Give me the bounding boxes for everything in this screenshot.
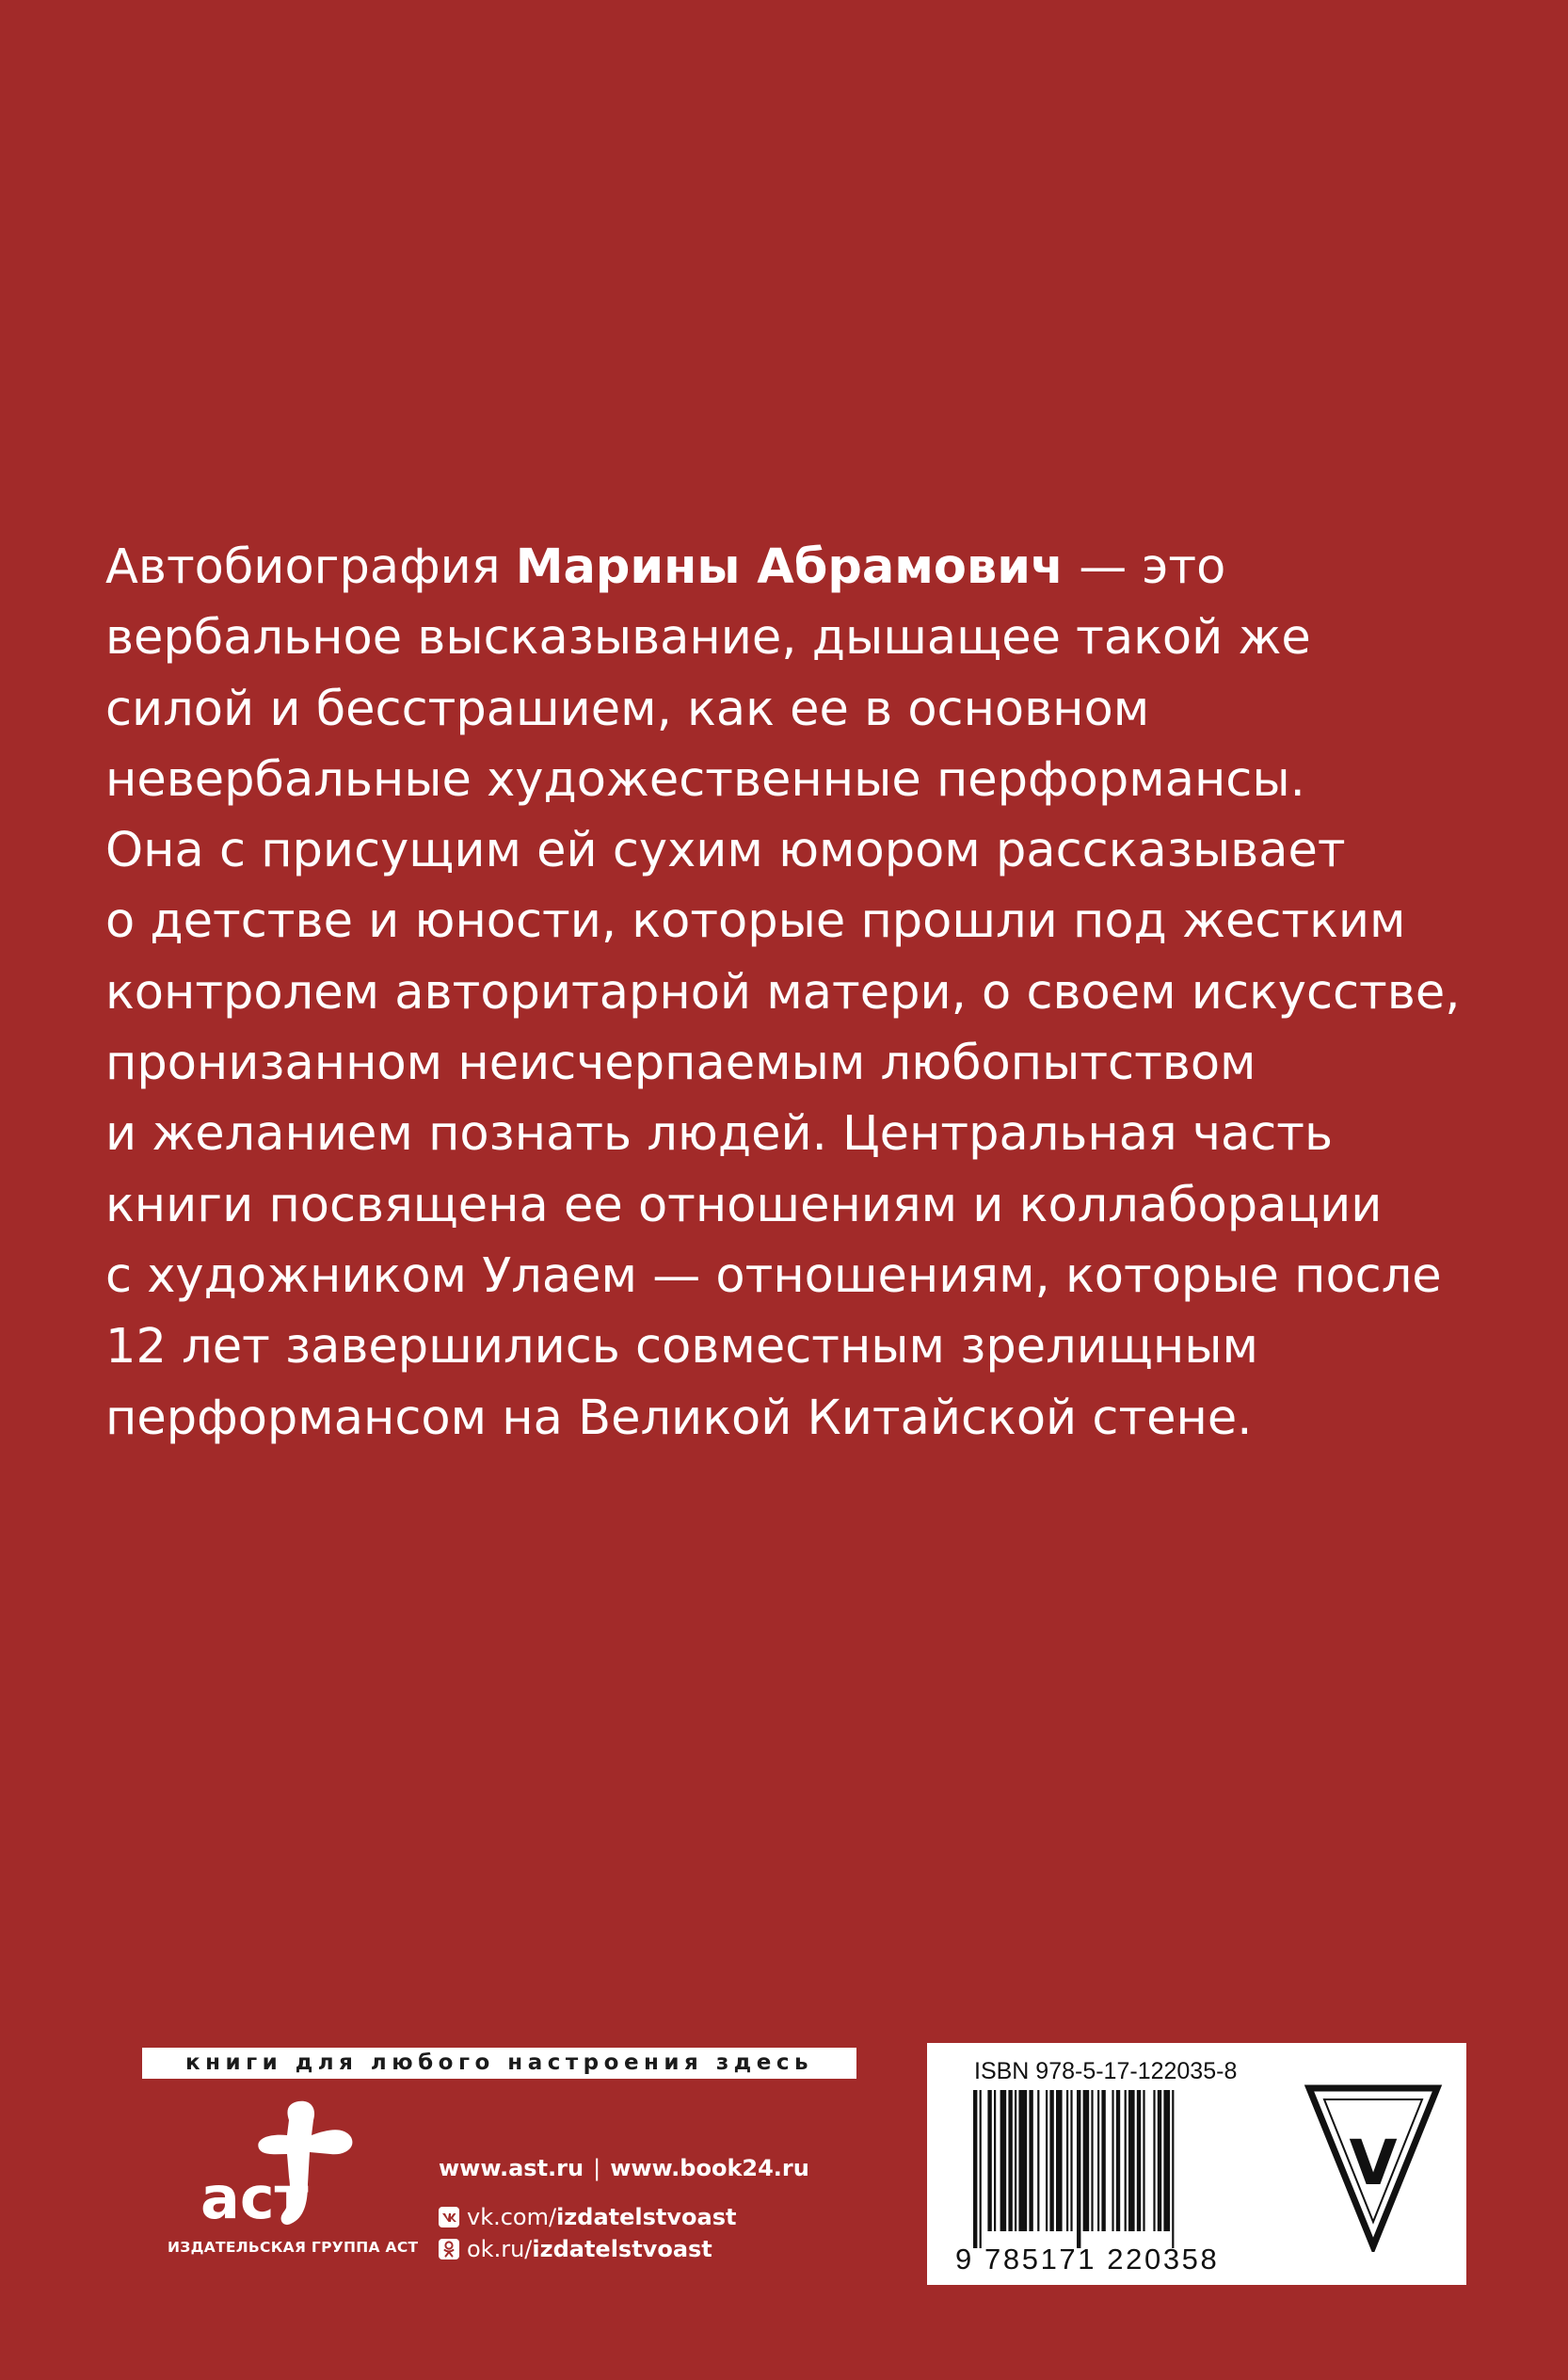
age-mark-letter: V — [1349, 2127, 1398, 2199]
barcode-bar — [973, 2090, 977, 2248]
logo-caption: ИЗДАТЕЛЬСКАЯ ГРУППА АСТ — [168, 2239, 419, 2256]
blurb-line: перформансом на Великой Китайской стене. — [105, 1390, 1253, 1446]
barcode-panel — [927, 2043, 1466, 2285]
publisher-links — [439, 2152, 809, 2265]
vk-link-prefix: vk.com/ — [467, 2204, 557, 2230]
blurb-line: вербальное высказывание, дышащее такой же — [105, 610, 1311, 667]
blurb-line: Автобиография Марины Абрамович — это — [105, 539, 1226, 595]
vk-row[interactable] — [439, 2201, 809, 2233]
barcode-bar — [1163, 2090, 1170, 2231]
barcode-bar — [1083, 2090, 1090, 2231]
annotation-text — [105, 532, 1498, 1454]
ok-link-handle: izdatelstvoast — [532, 2236, 712, 2262]
barcode-bar — [1070, 2090, 1072, 2231]
ast-site-link[interactable]: www.ast.ru — [439, 2155, 584, 2181]
barcode-bar — [1128, 2090, 1135, 2231]
isbn-label: ISBN 978-5-17-122035-8 — [974, 2058, 1238, 2084]
logo-text: аст — [200, 2163, 309, 2232]
barcode-bar — [1029, 2090, 1032, 2231]
blurb-line: силой и бесстрашием, как ее в основном — [105, 681, 1150, 737]
blurb-line: пронизанном неисчерпаемым любопытством — [105, 1036, 1256, 1092]
barcode-bar — [1137, 2090, 1141, 2231]
book24-site-link[interactable]: www.book24.ru — [610, 2155, 809, 2181]
blurb-line: книги посвящена ее отношениям и коллаборации — [105, 1177, 1383, 1233]
ok-row[interactable] — [439, 2233, 809, 2265]
vk-link-handle: izdatelstvoast — [556, 2204, 737, 2230]
barcode-bar — [1091, 2090, 1093, 2231]
website-row — [439, 2152, 809, 2184]
blurb-line: и желанием познать людей. Центральная часть — [105, 1106, 1334, 1163]
barcode-bar — [1046, 2090, 1048, 2231]
link-separator: | — [593, 2155, 601, 2181]
barcode-bar — [980, 2090, 982, 2248]
barcode-bar — [1008, 2090, 1012, 2231]
blurb-line: с художником Улаем — отношениям, которые после — [105, 1247, 1442, 1304]
blurb-line: Она с присущим ей сухим юмором рассказывает — [105, 823, 1346, 879]
barcode-bars — [969, 2090, 1242, 2250]
ok-icon — [439, 2239, 459, 2259]
barcode-bar — [1037, 2090, 1039, 2231]
barcode-bar — [1172, 2090, 1174, 2248]
barcode-bar — [1018, 2090, 1027, 2231]
barcode-bar — [1153, 2090, 1155, 2231]
barcode-bar — [987, 2090, 991, 2231]
publisher-tagline: книги для любого настроения здесь — [142, 2048, 856, 2079]
barcode-bar — [1112, 2090, 1113, 2231]
barcode-bar — [1066, 2090, 1068, 2231]
blurb-line: 12 лет завершились совместным зрелищным — [105, 1319, 1258, 1375]
barcode-bar — [1077, 2090, 1080, 2248]
barcode-bar — [1000, 2090, 1007, 2231]
blurb-line: о детстве и юности, которые прошли под жестким — [105, 893, 1406, 950]
barcode-bar — [1056, 2090, 1063, 2231]
blurb-line: контролем авторитарной матери, о своем искусстве, — [105, 964, 1461, 1021]
vk-icon — [439, 2207, 459, 2227]
barcode-bar — [994, 2090, 996, 2231]
blurb-line: невербальные художественные перформансы. — [105, 751, 1305, 808]
barcode-bar — [1049, 2090, 1053, 2231]
barcode-bar — [1158, 2090, 1161, 2231]
barcode-bar — [1143, 2090, 1144, 2231]
ast-logo — [193, 2098, 376, 2239]
author-name: Марины Абрамович — [515, 539, 1064, 595]
age-rating-mark — [1304, 2082, 1443, 2252]
barcode-bar — [1116, 2090, 1120, 2231]
barcode-bar — [1125, 2090, 1127, 2231]
barcode-digits: 9 785171 220358 — [955, 2243, 1220, 2275]
barcode-bar — [1101, 2090, 1105, 2231]
barcode-bar — [1097, 2090, 1099, 2231]
ok-link-prefix: ok.ru/ — [467, 2236, 533, 2262]
barcode-bar — [1015, 2090, 1016, 2231]
